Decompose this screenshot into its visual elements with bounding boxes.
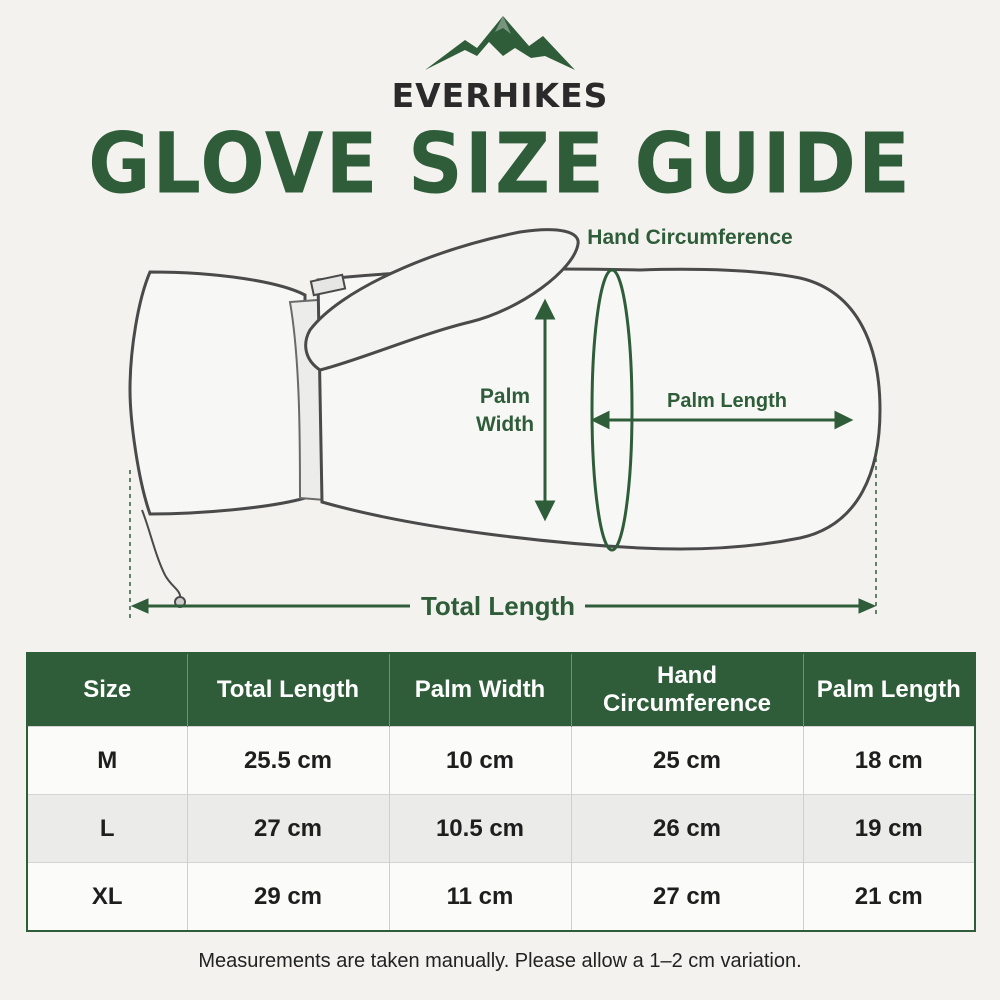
table-row (27, 727, 975, 795)
size-table-header (27, 653, 975, 727)
hand-circumference-label: Hand Circumference (587, 226, 793, 249)
palm-width-label-line2: Width (475, 413, 535, 436)
palm-width-label-line1: Palm (479, 385, 531, 408)
cell-hand-circumference: 27 cm (571, 863, 803, 932)
cell-palm-length: 18 cm (803, 727, 975, 795)
cell-palm-width: 10 cm (389, 727, 571, 795)
cell-total-length: 29 cm (187, 863, 389, 932)
palm-length-label: Palm Length (666, 390, 788, 412)
brand-logo (0, 12, 1000, 82)
glove-diagram (0, 210, 1000, 630)
cell-hand-circumference: 25 cm (571, 727, 803, 795)
cell-hand-circumference: 26 cm (571, 795, 803, 863)
header-palm-width: Palm Width (389, 653, 571, 727)
cell-palm-length: 19 cm (803, 795, 975, 863)
header-hand-circumference: Hand Circumference (571, 653, 803, 727)
header-size: Size (27, 653, 187, 727)
page-title: GLOVE SIZE GUIDE (88, 114, 912, 213)
cell-size: M (27, 727, 187, 795)
table-row (27, 863, 975, 932)
glove-cuff (130, 272, 305, 514)
mountain-logo-icon (425, 12, 575, 82)
cell-palm-length: 21 cm (803, 863, 975, 932)
cell-total-length: 27 cm (187, 795, 389, 863)
measurement-note: Measurements are taken manually. Please allow a 1–2 cm variation. (198, 950, 802, 972)
total-length-label: Total Length (420, 591, 576, 621)
cell-total-length: 25.5 cm (187, 727, 389, 795)
glove-drawstring (142, 510, 180, 600)
table-row (27, 795, 975, 863)
size-table (26, 652, 976, 932)
cell-size: XL (27, 863, 187, 932)
header-total-length: Total Length (187, 653, 389, 727)
cell-size: L (27, 795, 187, 863)
cell-palm-width: 10.5 cm (389, 795, 571, 863)
cell-palm-width: 11 cm (389, 863, 571, 932)
header-palm-length: Palm Length (803, 653, 975, 727)
brand-name: EVERHIKES (391, 76, 609, 115)
